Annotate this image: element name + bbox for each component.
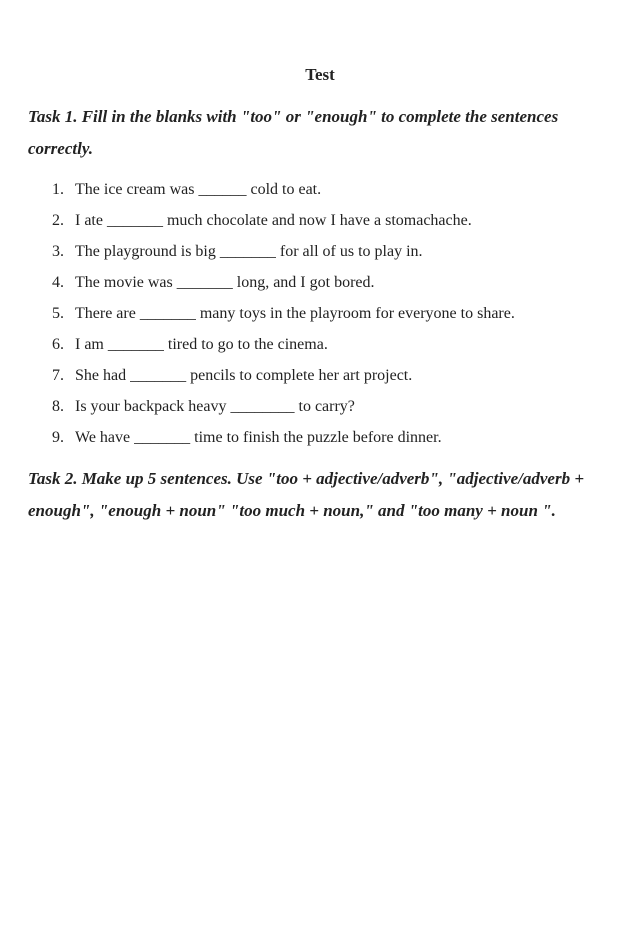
item-number: 9. bbox=[52, 429, 64, 446]
item-number: 4. bbox=[52, 274, 64, 291]
item-number: 1. bbox=[52, 181, 64, 198]
task1-heading: Task 1. Fill in the blanks with "too" or "enough" to complete the sentences correctly. bbox=[28, 107, 559, 158]
item-number: 5. bbox=[52, 305, 64, 322]
list-item bbox=[52, 174, 515, 205]
list-item bbox=[52, 298, 515, 329]
list-item bbox=[52, 391, 515, 422]
item-text: The playground is big _______ for all of us to play in. bbox=[75, 243, 423, 260]
list-item bbox=[52, 205, 515, 236]
item-number: 2. bbox=[52, 212, 64, 229]
exercise-list bbox=[52, 174, 515, 453]
item-text: We have _______ time to finish the puzzle before dinner. bbox=[75, 429, 442, 446]
item-text: She had _______ pencils to complete her art project. bbox=[75, 367, 413, 384]
list-item bbox=[52, 267, 515, 298]
page-title: Test bbox=[305, 65, 335, 84]
item-number: 8. bbox=[52, 398, 64, 415]
item-text: I ate _______ much chocolate and now I have a stomachache. bbox=[75, 212, 472, 229]
list-item bbox=[52, 236, 515, 267]
item-text: Is your backpack heavy ________ to carry? bbox=[75, 398, 355, 415]
item-number: 6. bbox=[52, 336, 64, 353]
list-item bbox=[52, 360, 515, 391]
item-text: The ice cream was ______ cold to eat. bbox=[75, 181, 322, 198]
list-item bbox=[52, 329, 515, 360]
list-item bbox=[52, 422, 515, 453]
item-number: 3. bbox=[52, 243, 64, 260]
task2-heading: Task 2. Make up 5 sentences. Use "too + adjective/adverb", "adjective/adverb + enough", "enough + noun" "too much + noun," and "too many + noun ". bbox=[28, 469, 585, 520]
item-text: The movie was _______ long, and I got bored. bbox=[75, 274, 375, 291]
item-text: There are _______ many toys in the playroom for everyone to share. bbox=[75, 305, 515, 322]
item-number: 7. bbox=[52, 367, 64, 384]
item-text: I am _______ tired to go to the cinema. bbox=[75, 336, 328, 353]
